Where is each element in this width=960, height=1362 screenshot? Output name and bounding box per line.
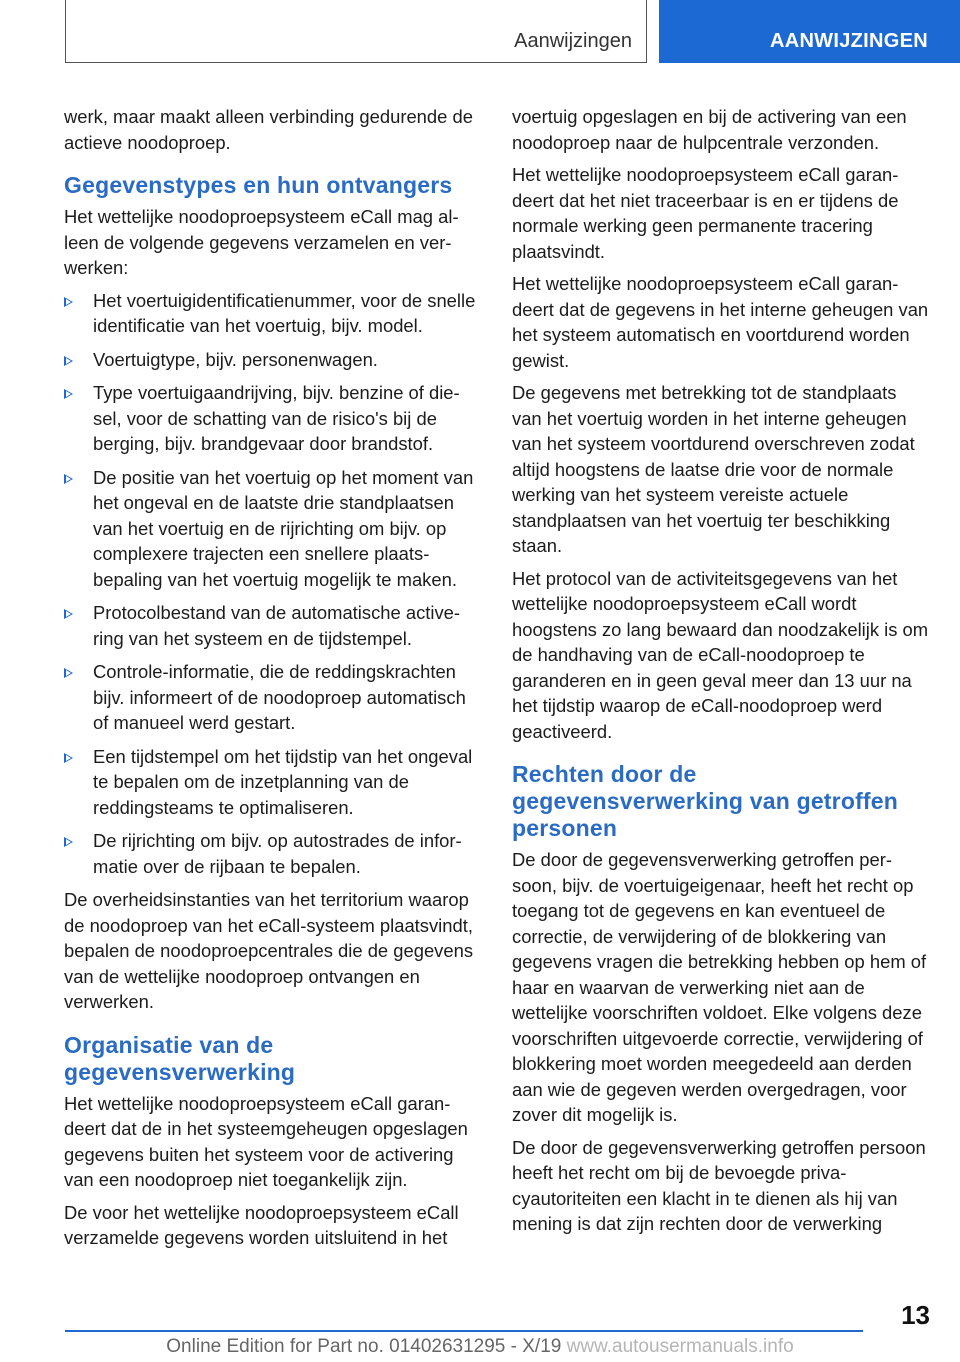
page-number: 13 <box>901 1300 930 1330</box>
paragraph: De door de gegevensverwerking getroffen persoon heeft het recht om bij de bevoegde privacyautoriteiten een klacht in te dienen als hij van mening is dat zijn rechten door de verwerking <box>512 1136 926 1234</box>
paragraph: voertuig opgeslagen en bij de activering van een noodoproep naar de hulpcentrale verzonden. <box>512 106 907 153</box>
header-chapter-title: AANWIJZINGEN <box>769 30 928 52</box>
paragraph: Het wettelijke noodoproepsysteem eCall mag alleen de volgende gegevens verzamelen en verwerken: <box>64 206 459 278</box>
footer-divider <box>65 1330 863 1332</box>
list-item <box>64 744 477 821</box>
bullet-triangle-icon <box>64 668 73 678</box>
bullet-triangle-icon <box>64 837 73 847</box>
footer-edition: Online Edition for Part no. 01402631295 - X/19 <box>166 1336 562 1357</box>
list-item-text: Voertuigtype, bijv. personenwagen. <box>93 348 378 370</box>
list-item <box>64 288 477 339</box>
list-item-text: Het voertuigidentificatienummer, voor de snelle identificatie van het voertuig, bijv. model. <box>93 289 476 336</box>
list-item <box>64 828 477 879</box>
list-item <box>64 600 477 651</box>
header-section-tab <box>65 0 647 63</box>
list-item <box>64 465 477 593</box>
heading-data-processing: Organisatie van de gegevensverwerking <box>64 1031 296 1085</box>
left-column <box>64 104 477 1258</box>
paragraph: De gegevens met betrekking tot de standplaats van het voertuig worden in het interne geheugen van het systeem voortdurend overschreven zodat altijd hoogstens de laatse drie voor de normale werking van het systeem vereiste actuele standplaatsen van het voertuig ter beschikking staan. <box>512 382 915 556</box>
bullet-triangle-icon <box>64 474 73 484</box>
bullet-triangle-icon <box>64 389 73 399</box>
header-section-title: Aanwijzingen <box>514 30 632 52</box>
list-item <box>64 659 477 736</box>
paragraph: Het wettelijke noodoproepsysteem eCall garandeert dat de gegevens in het interne geheugen van het systeem automatisch en voortdurend worden gewist. <box>512 273 929 371</box>
right-column <box>512 104 930 1244</box>
bullet-triangle-icon <box>64 753 73 763</box>
bullet-triangle-icon <box>64 297 73 307</box>
paragraph: Het wettelijke noodoproepsysteem eCall garandeert dat de in het systeemgeheugen opgeslagen gegevens buiten het systeem voor de activering van een noodoproep niet toegankelijk zijn. <box>64 1092 468 1190</box>
list-item <box>64 347 477 373</box>
list-item-text: Een tijdstempel om het tijdstip van het ongeval te bepalen om de inzetplanning van de reddingsteams te optimaliseren. <box>93 745 473 818</box>
list-item-text: De positie van het voertuig op het moment van het ongeval en de laatste drie standplaatsen van het voertuig en de rijrichting om bijv. op complexere trajecten een snellere plaatsbepaling van het voertuig mogelijk te maken. <box>93 466 474 590</box>
list-item <box>64 380 477 457</box>
intro-paragraph: werk, maar maakt alleen verbinding gedurende de actieve noodoproep. <box>64 106 473 153</box>
list-item-text: Protocolbestand van de automatische activering van het systeem en de tijdstempel. <box>93 602 461 649</box>
list-item-text: Type voertuigaandrijving, bijv. benzine of diesel, voor de schatting van de risico's bij de berging, bijv. brandgevaar door brandstof. <box>93 382 460 454</box>
heading-data-types: Gegevenstypes en hun ontvangers <box>64 172 453 198</box>
paragraph: De door de gegevensverwerking getroffen persoon, bijv. de voertuigeigenaar, heeft het recht op toegang tot de gegevens en kan eventueel de correctie, de verwijdering of de blokkering van gegevens vragen die betrekking hebben op hem of haar en waarvan de verwerking niet aan de wettelijke voorschriften voldoet. Elke volgens deze voorschriften uitgevoerde correctie, verwijdering of blokkering moet worden meegedeeld aan derden aan wie de gegeven werden overgedragen, voor zover dit mogelijk is. <box>512 849 927 1125</box>
list-item-text: De rijrichting om bijv. op autostrades de informatie over de rijbaan te bepalen. <box>93 830 462 877</box>
paragraph: Het protocol van de activiteitsgegevens van het wettelijke noodoproepsysteem eCall wordt hoogstens zo lang bewaard dan noodzakelijk is om de handhaving van de eCall-noodoproep te garanderen en in geen geval meer dan 13 uur na het tijdstip waarop de eCall-noodoproep werd geactiveerd. <box>512 567 929 742</box>
heading-rights: Rechten door de gegevensverwerking van getroffen personen <box>512 761 899 841</box>
bullet-triangle-icon <box>64 609 73 619</box>
footer <box>0 1336 960 1358</box>
list-item-text: Controle-informatie, die de reddingskrachten bijv. informeert of de noodoproep automatisch of manueel werd gestart. <box>93 661 466 733</box>
paragraph: Het wettelijke noodoproepsysteem eCall garandeert dat het niet traceerbaar is en er tijdens de normale werking geen permanente tracering plaatsvindt. <box>512 164 899 262</box>
footer-watermark: www.autousermanuals.info <box>566 1336 794 1357</box>
data-types-list <box>64 288 477 880</box>
bullet-triangle-icon <box>64 356 73 366</box>
paragraph: De voor het wettelijke noodoproepsysteem eCall verzamelde gegevens worden uitsluitend in het <box>64 1201 459 1248</box>
header-chapter-tab <box>659 0 960 63</box>
paragraph: De overheidsinstanties van het territorium waarop de noodoproep van het eCall-systeem plaatsvindt, bepalen de noodoproepcentrales die de gegevens van de wettelijke noodoproep ontvangen en verwerken. <box>64 889 474 1012</box>
